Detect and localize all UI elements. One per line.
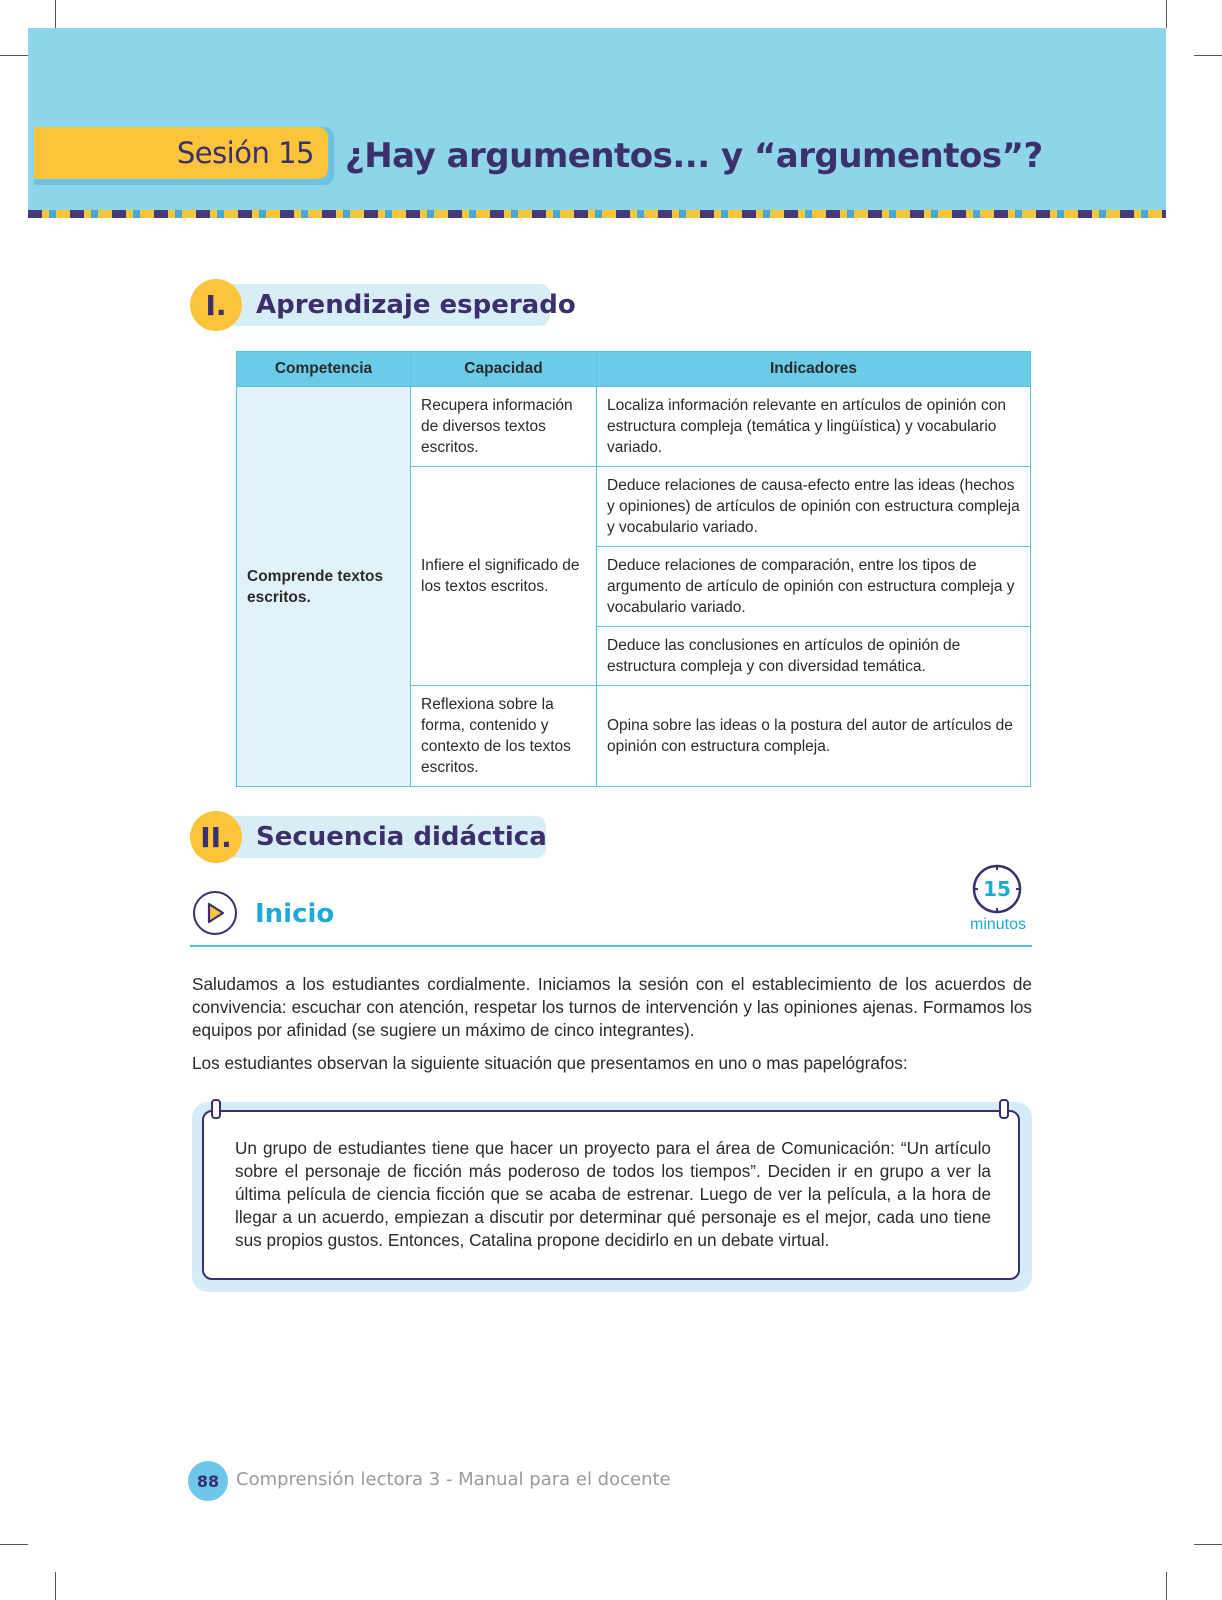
competency-table	[236, 351, 1031, 787]
session-tab	[34, 127, 334, 185]
timer-unit: minutos	[969, 916, 1027, 933]
capacidad-cell: Infiere el significado de los textos escritos.	[411, 467, 597, 686]
timer-value: 15	[983, 877, 1011, 901]
paragraph: Saludamos a los estudiantes cordialmente. Iniciamos la sesión con el establecimiento de los acuerdos de convivencia: escuchar con atención, respetar los turnos de intervención y las opiniones ajenas. Formamos los equipos por afinidad (se sugiere un máximo de cinco integrantes).	[192, 974, 1032, 1040]
table-header-row	[237, 352, 1031, 387]
crop-mark	[1166, 1572, 1167, 1600]
situation-text: Un grupo de estudiantes tiene que hacer un proyecto para el área de Comunicación: “Un artículo sobre el personaje de ficción más poderoso de todos los tiempos”. Deciden ir en grupo a ver la última película de ciencia ficción que se acaba de estrenar. Luego de ver la película, a la hora de llegar a un acuerdo, empiezan a discutir por determinar qué personaje es el mejor, cada uno tiene sus propios gustos. Entonces, Catalina propone decidirlo en un debate virtual.	[235, 1138, 991, 1250]
indicador-cell: Deduce relaciones de causa-efecto entre las ideas (hechos y opiniones) de artículos de opinión con estructura compleja y vocabulario variado.	[597, 467, 1031, 547]
indicador-cell: Deduce relaciones de comparación, entre los tipos de argumento de artículo de opinión con estructura compleja y vocabulario variado.	[597, 547, 1031, 627]
crop-mark	[55, 0, 56, 28]
section-number: I.	[205, 288, 227, 322]
header-band	[28, 28, 1166, 218]
page-title: ¿Hay argumentos... y “argumentos”?	[345, 136, 1043, 176]
indicador-cell: Opina sobre las ideas o la postura del autor de artículos de opinión con estructura compleja.	[597, 686, 1031, 787]
section-number: II.	[200, 820, 232, 854]
page-number: 88	[188, 1461, 228, 1501]
crop-mark	[1166, 0, 1167, 28]
crop-mark	[0, 55, 28, 56]
indicador-cell: Localiza información relevante en artículos de opinión con estructura compleja (temática y lingüística) y vocabulario variado.	[597, 387, 1031, 467]
hanger-icon	[211, 1099, 221, 1119]
section-heading-secuencia	[190, 816, 550, 860]
indicador-cell: Deduce las conclusiones en artículos de opinión de estructura compleja y con diversidad temática.	[597, 627, 1031, 686]
table-row	[237, 387, 1031, 467]
session-label: Sesión 15	[176, 136, 314, 170]
section-title: Aprendizaje esperado	[256, 290, 576, 320]
hanger-icon	[999, 1099, 1009, 1119]
paragraph: Los estudiantes observan la siguiente situación que presentamos en uno o mas papelógrafos:	[192, 1053, 908, 1073]
capacidad-cell: Recupera información de diversos textos escritos.	[411, 387, 597, 467]
column-header: Competencia	[237, 352, 411, 387]
capacidad-cell: Reflexiona sobre la forma, contenido y contexto de los textos escritos.	[411, 686, 597, 787]
inicio-title: Inicio	[255, 899, 335, 929]
divider	[190, 945, 1032, 947]
header-stripe	[28, 210, 1166, 218]
crop-mark	[55, 1572, 56, 1600]
crop-mark	[0, 1544, 28, 1545]
column-header: Capacidad	[411, 352, 597, 387]
crop-mark	[1194, 55, 1222, 56]
section-title: Secuencia didáctica	[256, 822, 547, 852]
competencia-cell: Comprende textos escritos.	[237, 387, 411, 787]
section-heading-aprendizaje	[190, 284, 576, 328]
play-icon	[193, 891, 237, 935]
timer-icon	[970, 862, 1024, 916]
column-header: Indicadores	[597, 352, 1031, 387]
footer-text: Comprensión lectora 3 - Manual para el docente	[236, 1469, 671, 1490]
crop-mark	[1194, 1544, 1222, 1545]
